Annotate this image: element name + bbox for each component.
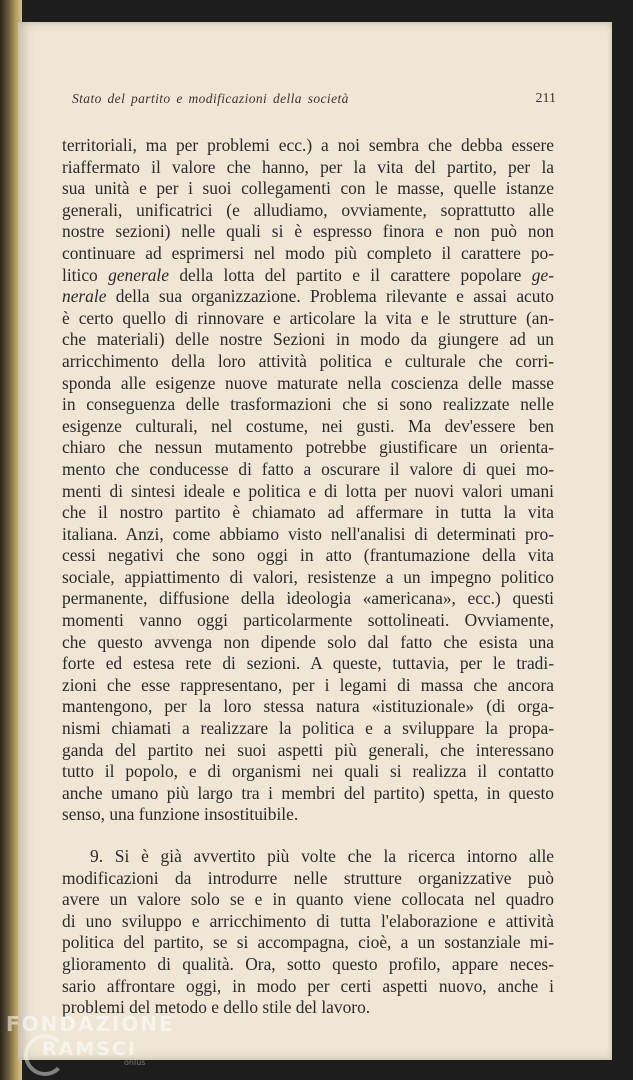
text-line [62,610,554,632]
italic-emphasis: nerale [62,286,107,307]
text-run: avere un valore solo se e in quanto viene collocata nel quadro [62,889,554,910]
text-run: senso, una funzione insostituibile. [62,804,299,825]
text-run: momenti vanno oggi particolarmente sottolineati. Ovviamente, [62,610,554,631]
text-line [62,911,554,933]
text-line [62,846,554,868]
text-run: politica del partito, se si accompagna, cioè, a un sostanziale mi- [62,932,554,953]
text-line [62,135,554,157]
text-run: anche umano più largo tra i membri del partito) spetta, in questo [62,782,554,803]
text-run: della lotta del partito e il carattere popolare [168,264,532,285]
text-line [62,932,554,954]
text-line [62,804,554,826]
text-line [62,889,554,911]
text-run: territoriali, ma per problemi ecc.) a noi sembra che debba essere [62,135,554,155]
text-run: arricchimento della loro attività politica e culturale che corri- [62,350,554,371]
text-run: che il nostro partito è chiamato ad affermare in tutta la vita [62,502,554,523]
text-line [62,286,554,308]
text-line [62,588,554,610]
text-run: modificazioni da introdurre nelle strutture organizzative può [62,867,554,888]
text-line [62,783,554,805]
body-text [62,135,554,1019]
text-line [62,459,554,481]
paragraph-1 [62,135,554,826]
text-run: litico [62,264,109,285]
text-line [62,761,554,783]
text-run: esigenze culturali, nel costume, nei gusti. Ma dev'essere ben [62,415,554,436]
text-line [62,437,554,459]
italic-emphasis: generale [108,264,169,285]
text-run: sociale, appiattimento di valori, resistenze a un impegno politico [62,566,554,587]
text-run: che questo avvenga non dipende solo dal fatto che esista una [62,631,554,652]
text-run: permanente, diffusione della ideologia «americana», ecc.) questi [62,588,554,609]
text-line [62,481,554,503]
text-run: glioramento di qualità. Ora, sotto questo profilo, appare neces- [62,953,554,974]
text-line [62,178,554,200]
paragraph-2 [62,846,554,1019]
text-run: continuare ad esprimersi nel modo più completo il carattere po- [62,242,554,263]
text-line [62,157,554,179]
text-line [62,265,554,287]
text-line [62,567,554,589]
italic-emphasis: ge- [531,264,554,285]
text-run: problemi del metodo e dello stile del lavoro. [62,997,371,1018]
watermark-logo-icon [24,1034,66,1076]
text-line [62,351,554,373]
text-run: 9. Si è già avvertito più volte che la ricerca intorno alle [90,846,554,866]
text-run: cessi negativi che sono oggi in atto (frantumazione della vita [62,545,554,566]
text-run: nismi chiamati a realizzare la politica e a sviluppare la propa- [62,718,554,739]
text-run: forte ed estesa rete di sezioni. A queste, tuttavia, per le tradi- [62,653,554,674]
page-header [72,91,556,113]
text-run: sua unità e per i suoi collegamenti con le masse, quelle istanze [62,178,554,199]
text-line [62,221,554,243]
text-run: menti di sintesi ideale e politica e di lotta per nuovi valori umani [62,480,554,501]
text-run: riaffermato il valore che hanno, per la vita del partito, per la [62,156,554,177]
text-run: mento che conducesse di fatto a oscurare il valore di quei mo- [62,458,554,479]
text-line [62,243,554,265]
text-run: chiaro che nessun mutamento potrebbe giustificare un orienta- [62,437,554,458]
text-run: tutto il popolo, e di organismi nei quali si realizza il contatto [62,761,554,782]
text-line [62,696,554,718]
text-line [62,632,554,654]
page-number: 211 [535,91,556,106]
text-line [62,545,554,567]
watermark-line-1: FONDAZIONE [6,1012,175,1036]
text-line [62,653,554,675]
text-line [62,373,554,395]
running-head: Stato del partito e modificazioni della società [72,91,349,106]
watermark-line-2: RAMSCI [42,1038,137,1060]
text-run: sponda alle esigenze nuove maturate nella coscienza delle masse [62,372,554,393]
text-line [62,329,554,351]
text-run: mantengono, per la loro stessa natura «istituzionale» (di orga- [62,696,554,717]
text-line [62,976,554,998]
text-line [62,868,554,890]
text-run: zioni che esse rappresentano, per i legami di massa che ancora [62,674,554,695]
text-run: nostre sezioni) nelle quali si è espresso finora e non può non [62,221,554,242]
text-line [62,718,554,740]
text-run: è certo quello di rinnovare e articolare la vita e le strutture (an- [62,307,554,328]
text-line [62,502,554,524]
text-run: della sua organizzazione. Problema rilevante e assai acuto [106,286,554,307]
text-line [62,394,554,416]
text-run: italiana. Anzi, come abbiamo visto nell'analisi di determinati pro- [62,523,554,544]
text-run: ganda del partito nei suoi aspetti più generali, che interessano [62,739,554,760]
text-run: in conseguenza delle trasformazioni che si sono realizzate nelle [62,394,554,415]
text-run: sario affrontare oggi, in modo per certi aspetti nuovo, anche i [62,975,554,996]
text-run: che materiali) delle nostre Sezioni in modo da giungere ad un [62,329,554,350]
watermark-small-text: onlus [124,1058,146,1067]
text-line [62,416,554,438]
text-run: generali, unificatrici (e alludiamo, ovviamente, soprattutto alle [62,199,554,220]
text-line [62,675,554,697]
text-line [62,308,554,330]
text-line [62,200,554,222]
text-line [62,740,554,762]
text-run: di uno sviluppo e arricchimento di tutta l'elaborazione e attività [62,910,554,931]
text-line [62,954,554,976]
text-line [62,524,554,546]
